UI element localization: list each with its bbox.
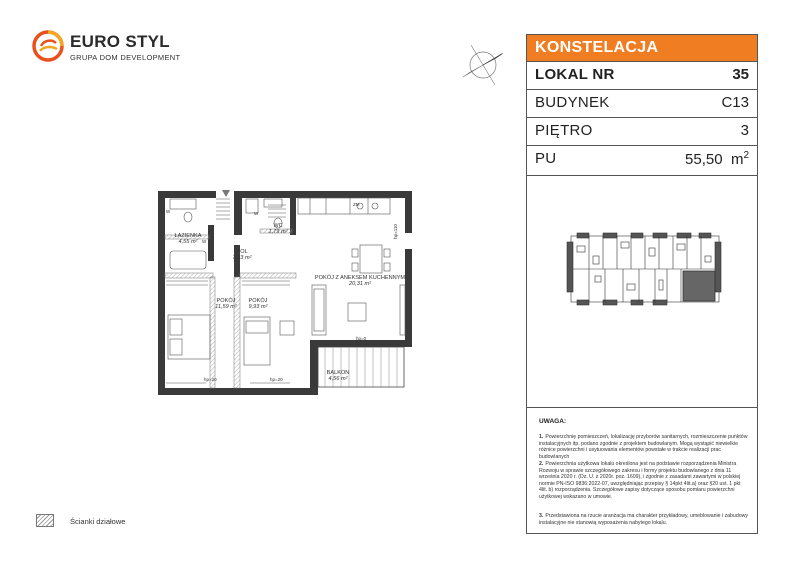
pu-unit: m [730,151,744,168]
brand-name: EURO STYL [70,32,170,51]
budynek-label: BUDYNEK [535,94,610,111]
pu-value [685,150,749,168]
notes-section [527,407,757,533]
room-hol-name: HOL [236,249,248,255]
note-3-num: 3. [539,513,544,519]
room-hol-area: 7,33 m² [232,255,252,261]
pietro-label: PIĘTRO [535,122,593,139]
room-lazienka-area: 4,55 m² [178,239,198,245]
room-salon [310,275,410,287]
floor-plan-drawing [150,185,420,400]
mark-zm: ZM [353,202,360,207]
mark-hp-20-a: hp=20 [204,377,217,382]
pu-label: PU [535,150,557,167]
row-lokal [527,61,757,89]
room-balkon-name: BALKON [326,370,350,376]
partition-wall-swatch [36,514,54,527]
note-2-text: Powierzchnia użytkowa lokalu określona jest na podstawie rozporządzenia Ministra Rozwoju w sprawie szczegółowego zakresu i formy projektu budowlanego z dnia 11 września 2020 r. (Dz. U. z 2020r. poz. 1609), i zgodnie z zasadami zawartymi w polskiej normie PN-ISO 9836:2022-07, uwzględniając przepisy § 14pkt 4lit.a) oraz §20 ust. 1 pkt 4lit. b) rozporządzenia. Szczegółowe zapisy dotyczące sposobu pomiaru powierzchni użytkowej wskazano w umowie. [539,461,741,500]
compass-icon [458,40,508,90]
room-balkon [318,370,358,382]
lokal-value: 35 [732,66,749,83]
note-1 [539,434,749,460]
pietro-value: 3 [740,122,749,139]
note-2 [539,461,749,501]
highlighted-unit [683,271,715,301]
mark-hp-110: hp=110 [392,224,398,239]
room-wc [260,223,296,235]
room-balkon-area: 4,56 m² [328,376,348,382]
note-2-num: 2. [539,461,544,467]
mark-w-1: W [166,209,171,214]
room-salon-area: 20,31 m² [348,281,372,287]
investment-name: KONSTELACJA [527,35,757,61]
note-3 [539,513,749,526]
room-salon-name: POKÓJ Z ANEKSEM KUCHENNYM [314,275,406,281]
partition-wall-label: Ścianki działowe [70,517,126,526]
room-pokoj-1-name: POKÓJ [216,298,236,304]
budynek-value: C13 [721,94,749,111]
note-1-text: Powierzchnię pomieszczeń, lokalizację przyborów sanitarnych, rozmieszczenie punktów instalacyjnych itp. podano zgodnie z projektem budowlanym. Mogą wystąpić niewielkie różnice powierzchni i usytuowania elementów powstałe w trakcie realizacji prac budowlanych [539,434,748,460]
mark-w-2: W [254,211,259,216]
apartment-info-panel [526,34,758,534]
brand-subtitle: GRUPA DOM DEVELOPMENT [70,53,181,62]
key-plan-drawing [527,176,757,408]
brand-logo [32,30,192,70]
pu-unit-sup: 2 [743,150,749,161]
pu-number: 55,50 [685,151,723,168]
euro-styl-logo-icon [32,30,64,62]
row-pu [527,145,757,175]
building-key-plan [527,175,757,407]
room-wc-area: 1,79 m² [268,229,288,235]
mark-hp-0: hp=0 [356,336,367,341]
note-1-num: 1. [539,434,544,440]
room-pokoj-2 [238,298,278,310]
room-wc-name: WC [273,223,283,229]
row-budynek [527,89,757,117]
notes-title: UWAGA: [539,418,567,425]
row-pietro [527,117,757,145]
lokal-label: LOKAL NR [535,66,615,83]
mark-w-3: W [202,239,207,244]
room-pokoj-2-area: 9,93 m² [248,304,268,310]
note-3-text: Przedstawiona na rzucie aranżacja ma charakter przykładowy, umeblowanie i zabudowy instalacyjne nie stanowią wyposażenia nabytego lokalu. [539,513,748,526]
room-lazienka-name: ŁAZIENKA [174,233,202,239]
entrance-arrow-icon [222,190,230,197]
floor-plan [150,185,420,400]
room-hol [222,249,262,261]
mark-hp-20-b: hp=20 [270,377,283,382]
room-pokoj-2-name: POKÓJ [248,298,268,304]
room-pokoj-1-area: 11,59 m² [215,304,237,310]
